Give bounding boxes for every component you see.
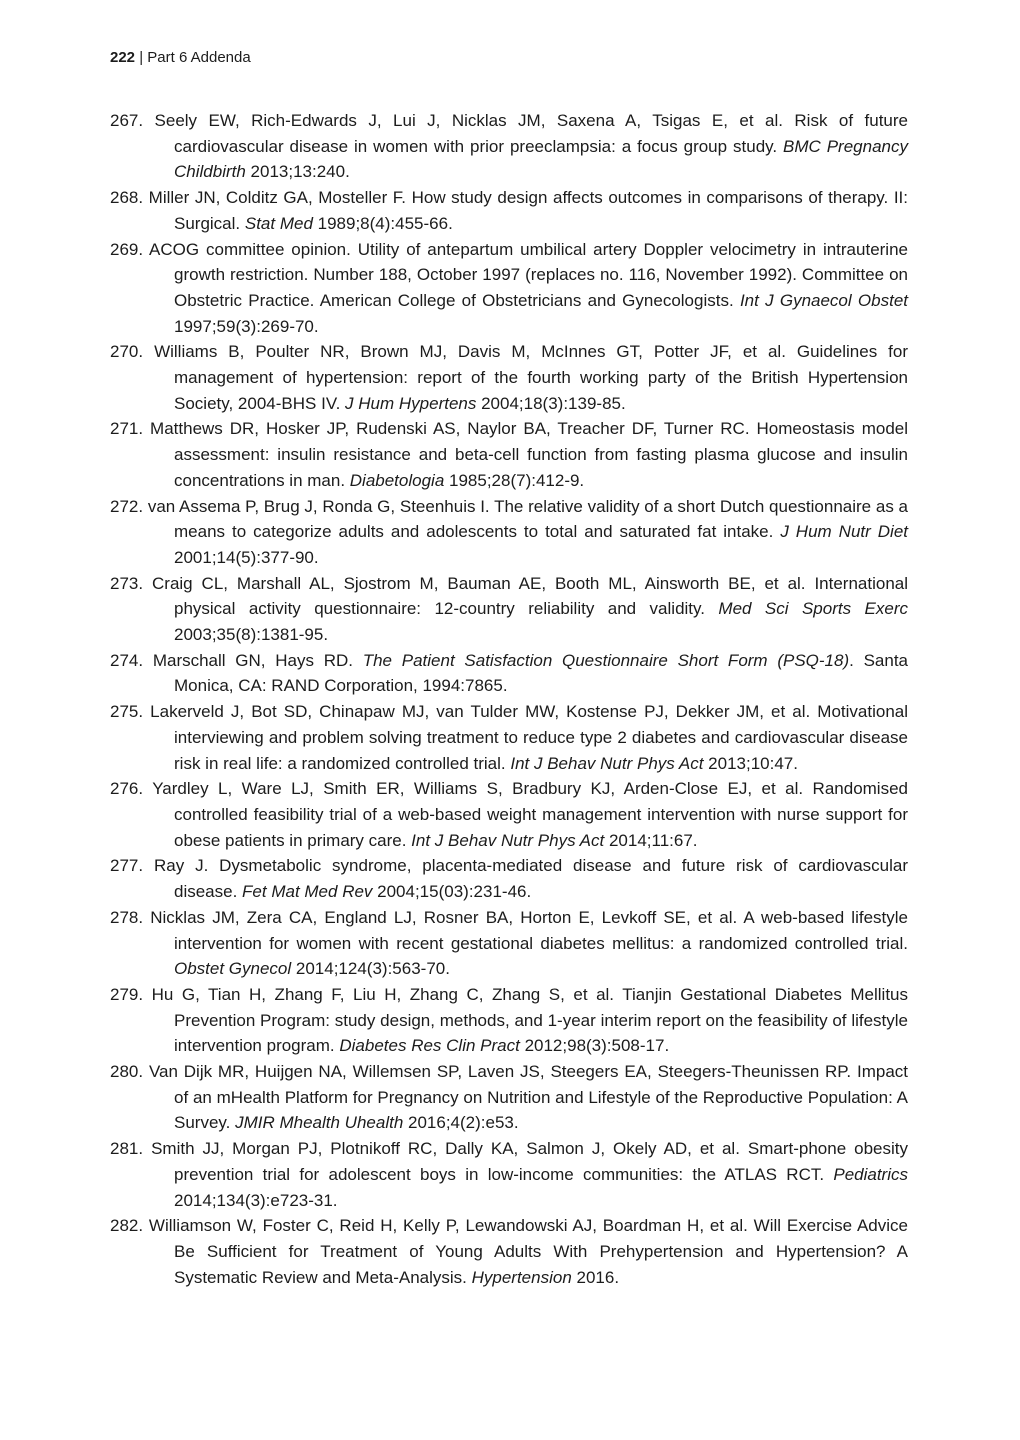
reference-text-segment: The Patient Satisfaction Questionnaire Short Form (PSQ-18) bbox=[362, 650, 850, 670]
reference-text-segment: 2004;15(03):231-46. bbox=[372, 882, 532, 902]
reference-text-segment: 2014;134(3):e723-31. bbox=[174, 1190, 338, 1210]
page-header bbox=[110, 48, 908, 68]
reference-text-segment: Smith JJ, Morgan PJ, Plotnikoff RC, Dally KA, Salmon J, Okely AD, et al. Smart-phone obesity prevention trial for adolescent boys in low-income communities: the ATLAS RCT. bbox=[151, 1139, 908, 1184]
reference-text-segment: Ray J. Dysmetabolic syndrome, placenta-mediated disease and future risk of cardiovascular disease. bbox=[153, 856, 909, 902]
reference-text-segment: Int J Behav Nutr Phys Act bbox=[411, 830, 605, 850]
reference-number: 279. bbox=[110, 984, 152, 1004]
reference-text-segment: 1989;8(4):455-66. bbox=[312, 213, 453, 233]
reference-number: 277. bbox=[110, 856, 154, 876]
page-number: 222 bbox=[110, 49, 136, 66]
reference-text-segment: 1985;28(7):412-9. bbox=[444, 470, 585, 490]
reference-text-segment: Pediatrics bbox=[833, 1164, 908, 1184]
reference-text-segment: Williamson W, Foster C, Reid H, Kelly P, Lewandowski AJ, Boardman H, et al. Will Exercise Advice Be Sufficient for Treatment of Young Adults With Prehypertension and Hypertension? A Systematic Review and Meta-Analysis. bbox=[148, 1216, 908, 1287]
reference-item bbox=[110, 339, 908, 416]
reference-text-segment: Int J Gynaecol Obstet bbox=[739, 290, 908, 310]
reference-text-segment: Obstet Gynecol bbox=[174, 959, 292, 979]
reference-text-segment: ACOG committee opinion. Utility of antepartum umbilical artery Doppler velocimetry in intrauterine growth restriction. Number 188, October 1997 (replaces no. 116, November 1992). Committee on Obstetric Practice. American College of Obstetricians and Gynecologists. bbox=[149, 239, 908, 310]
reference-text-segment: Marschall GN, Hays RD. bbox=[152, 650, 363, 670]
reference-text-segment: 1997;59(3):269-70. bbox=[174, 316, 319, 336]
reference-text-segment: . Santa Monica, CA: RAND Corporation, 1994:7865. bbox=[174, 650, 909, 696]
reference-item bbox=[110, 776, 908, 853]
header-separator: | bbox=[135, 49, 148, 66]
reference-item bbox=[110, 905, 908, 982]
reference-text-segment: Williams B, Poulter NR, Brown MJ, Davis M, McInnes GT, Potter JF, et al. Guidelines for management of hypertension: report of the fourth working party of the British Hypertension Society, 2004-BHS IV. bbox=[154, 342, 909, 413]
reference-text-segment: 2003;35(8):1381-95. bbox=[174, 625, 329, 645]
reference-text-segment: Diabetes Res Clin Pract bbox=[339, 1036, 520, 1056]
reference-text-segment: Seely EW, Rich-Edwards J, Lui J, Nicklas JM, Saxena A, Tsigas E, et al. Risk of future cardiovascular disease in women with prior preeclampsia: a focus group study. bbox=[154, 111, 908, 156]
reference-number: 281. bbox=[110, 1139, 152, 1159]
reference-text-segment: Int J Behav Nutr Phys Act bbox=[510, 753, 704, 773]
reference-text-segment: 2014;124(3):563-70. bbox=[291, 959, 450, 979]
reference-item bbox=[110, 416, 908, 493]
reference-item bbox=[110, 1213, 908, 1290]
reference-text-segment: Nicklas JM, Zera CA, England LJ, Rosner BA, Horton E, Levkoff SE, et al. A web-based lifestyle intervention for women with recent gestational diabetes mellitus: a randomized controlled trial. bbox=[150, 907, 908, 953]
references-list bbox=[110, 108, 908, 1290]
reference-text-segment: BMC Pregnancy Childbirth bbox=[174, 136, 908, 182]
reference-text-segment: J Hum Hypertens bbox=[345, 393, 477, 413]
reference-number: 274. bbox=[110, 650, 153, 670]
reference-text-segment: Yardley L, Ware LJ, Smith ER, Williams S, Bradbury KJ, Arden-Close EJ, et al. Randomised controlled feasibility trial of a web-based weight management intervention with nurse support for obese patients in primary care. bbox=[152, 779, 908, 850]
reference-text-segment: 2014;11:67. bbox=[604, 830, 698, 850]
reference-text-segment: Craig CL, Marshall AL, Sjostrom M, Bauman AE, Booth ML, Ainsworth BE, et al. International physical activity questionnaire: 12-country reliability and validity. bbox=[152, 573, 909, 619]
reference-item bbox=[110, 1136, 908, 1213]
reference-text-segment: van Assema P, Brug J, Ronda G, Steenhuis I. The relative validity of a short Dutch questionnaire as a means to categorize adults and adolescents to total and saturated fat intake. bbox=[147, 496, 909, 542]
reference-number: 275. bbox=[110, 702, 151, 722]
reference-number: 272. bbox=[110, 496, 148, 516]
reference-number: 269. bbox=[110, 239, 150, 259]
reference-text-segment: Miller JN, Colditz GA, Mosteller F. How study design affects outcomes in comparisons of therapy. II: Surgical. bbox=[148, 188, 908, 233]
reference-item bbox=[110, 648, 908, 699]
reference-number: 278. bbox=[110, 907, 151, 927]
reference-text-segment: Diabetologia bbox=[349, 470, 445, 490]
reference-item bbox=[110, 1059, 908, 1136]
reference-text-segment: Med Sci Sports Exerc bbox=[718, 599, 908, 619]
reference-text-segment: 2016. bbox=[571, 1267, 620, 1287]
reference-text-segment: Hu G, Tian H, Zhang F, Liu H, Zhang C, Zhang S, et al. Tianjin Gestational Diabetes Mellitus Prevention Program: study design, methods, and 1-year interim report on the feasibility of lifestyle intervention program. bbox=[151, 984, 909, 1056]
reference-number: 270. bbox=[110, 342, 155, 362]
reference-item bbox=[110, 699, 908, 776]
reference-text-segment: Hypertension bbox=[471, 1267, 572, 1287]
reference-number: 282. bbox=[110, 1216, 149, 1236]
reference-number: 273. bbox=[110, 573, 153, 593]
reference-text-segment: 2001;14(5):377-90. bbox=[174, 547, 319, 567]
reference-text-segment: Stat Med bbox=[244, 213, 313, 233]
reference-item bbox=[110, 853, 908, 904]
reference-text-segment: 2013;13:240. bbox=[245, 162, 350, 182]
reference-text-segment: Lakerveld J, Bot SD, Chinapaw MJ, van Tulder MW, Kostense PJ, Dekker JM, et al. Motivational interviewing and problem solving treatment to reduce type 2 diabetes and cardiovascular disease risk in real life: a randomized controlled trial. bbox=[150, 702, 909, 773]
reference-number: 280. bbox=[110, 1062, 149, 1082]
reference-number: 268. bbox=[110, 188, 149, 208]
reference-item bbox=[110, 494, 908, 571]
reference-number: 271. bbox=[110, 419, 151, 439]
section-title: Part 6 Addenda bbox=[147, 49, 251, 66]
reference-text-segment: 2004;18(3):139-85. bbox=[476, 393, 626, 413]
reference-number: 267. bbox=[110, 111, 155, 130]
reference-item bbox=[110, 237, 908, 340]
reference-item bbox=[110, 108, 908, 185]
reference-item bbox=[110, 571, 908, 648]
reference-text-segment: Fet Mat Med Rev bbox=[242, 882, 373, 902]
reference-text-segment: J Hum Nutr Diet bbox=[780, 522, 908, 542]
reference-item bbox=[110, 185, 908, 236]
reference-text-segment: Matthews DR, Hosker JP, Rudenski AS, Naylor BA, Treacher DF, Turner RC. Homeostasis model assessment: insulin resistance and beta-cell function from fasting plasma glucose and insulin concentrations in man. bbox=[150, 419, 909, 490]
reference-text-segment: 2016;4(2):e53. bbox=[403, 1113, 519, 1133]
reference-text-segment: Van Dijk MR, Huijgen NA, Willemsen SP, Laven JS, Steegers EA, Steegers-Theunissen RP. Impact of an mHealth Platform for Pregnancy on Nutrition and Lifestyle of the Reproductive Population: A Survey. bbox=[148, 1062, 909, 1133]
reference-number: 276. bbox=[110, 779, 153, 799]
reference-item bbox=[110, 982, 908, 1059]
reference-text-segment: JMIR Mhealth Uhealth bbox=[235, 1113, 404, 1133]
reference-text-segment: 2013;10:47. bbox=[703, 753, 798, 773]
reference-text-segment: 2012;98(3):508-17. bbox=[519, 1036, 670, 1056]
